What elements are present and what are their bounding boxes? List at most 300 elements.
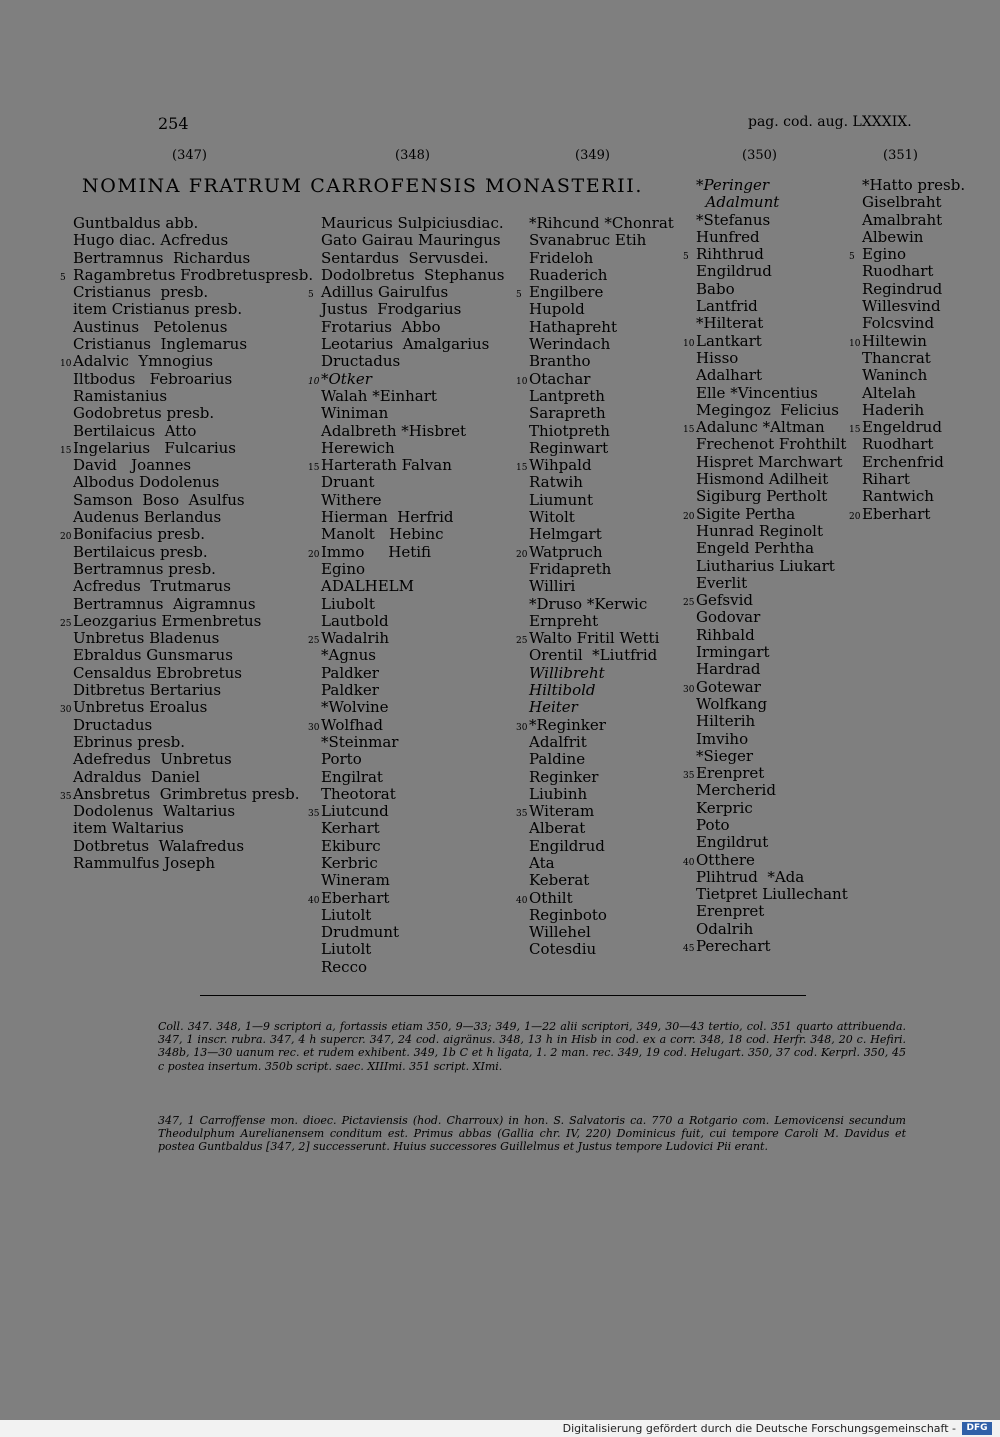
line-number: 20 bbox=[849, 511, 861, 522]
entry-text: *Sieger bbox=[696, 746, 754, 765]
entry-text: Censaldus Ebrobretus bbox=[73, 663, 242, 682]
name-entry bbox=[73, 250, 313, 267]
entry-text: Eberhart bbox=[862, 504, 931, 523]
entry-text: Harterath Falvan bbox=[321, 456, 452, 475]
entry-text: David Joannes bbox=[73, 456, 192, 475]
column-348 bbox=[308, 214, 505, 976]
entry-text: Reginker bbox=[529, 767, 599, 786]
entry-text: Bertramnus Aigramnus bbox=[73, 594, 256, 613]
entry-text: Fridapreth bbox=[529, 559, 612, 578]
entry-text: Sarapreth bbox=[529, 404, 606, 423]
name-entry bbox=[529, 596, 674, 613]
name-entry bbox=[529, 526, 674, 543]
entry-text: Elle *Vincentius bbox=[696, 383, 818, 402]
name-entry bbox=[321, 769, 504, 786]
entry-text: Hispret Marchwart bbox=[696, 452, 843, 471]
name-entry bbox=[696, 523, 848, 540]
name-entry bbox=[529, 907, 674, 924]
column-number-347: (347) bbox=[172, 148, 207, 163]
footer-bar bbox=[0, 1420, 1000, 1437]
name-entry bbox=[696, 436, 848, 453]
name-entry bbox=[529, 492, 674, 509]
name-entry bbox=[73, 232, 313, 249]
line-number: 35 bbox=[308, 809, 320, 820]
name-entry bbox=[696, 817, 848, 834]
entry-text: Adalvic Ymnogius bbox=[73, 352, 213, 371]
entry-text: Megingoz Felicius bbox=[696, 400, 839, 419]
entry-text: Reginwart bbox=[529, 438, 609, 457]
entry-text: Lantfrid bbox=[696, 297, 758, 316]
entry-text: Ruodhart bbox=[862, 435, 934, 454]
apparatus-note: Coll. 347. 348, 1—9 scriptori a, fortassis etiam 350, 9—33; 349, 1—22 alii scriptori, 349, 30—43 tertio, col. 351 quarto attribuenda. 347, 1 inscr. rubra. 347, 4 h supercr. 347, 24 cod. aigränus. 348, 13 h in Hisb in cod. ex a corr. 348, 18 cod. Herfr. 348, 20 c. Hefiri. 348b, 13—30 uanum rec. et rudem exhibent. 349, 1b C et h ligata, 1. 2 man. rec. 349, 19 cod. Helugart. 350, 37 cod. Kerprl. 350, 45 c postea insertum. 350b script. saec. XIIImi. 351 script. XImi. bbox=[158, 1020, 906, 1073]
name-entry bbox=[321, 561, 504, 578]
name-entry bbox=[529, 561, 674, 578]
name-entry bbox=[696, 609, 848, 626]
entry-text: Adillus Gairulfus bbox=[321, 283, 449, 302]
name-entry bbox=[308, 283, 504, 302]
entry-text: Godobretus presb. bbox=[73, 404, 215, 423]
entry-text: Hilterih bbox=[696, 712, 756, 731]
name-entry bbox=[73, 647, 313, 664]
entry-text: *Otker bbox=[321, 369, 372, 388]
entry-text: Bertramnus Richardus bbox=[73, 248, 251, 267]
entry-text: Williri bbox=[529, 577, 576, 596]
entry-text: Altelah bbox=[862, 383, 916, 402]
name-entry bbox=[862, 367, 965, 384]
name-entry bbox=[321, 665, 504, 682]
name-entry bbox=[862, 212, 965, 229]
entry-text: Brantho bbox=[529, 352, 591, 371]
entry-text: Adalbreth *Hisbret bbox=[321, 421, 467, 440]
name-entry bbox=[696, 921, 848, 938]
entry-text: Kerpric bbox=[696, 798, 753, 817]
name-entry bbox=[862, 263, 965, 280]
entry-text: Unbretus Eroalus bbox=[73, 698, 208, 717]
entry-text: Lantkart bbox=[696, 331, 762, 350]
entry-text: Liumunt bbox=[529, 490, 593, 509]
entry-text: Ingelarius Fulcarius bbox=[73, 438, 236, 457]
entry-text: Leozgarius Ermenbretus bbox=[73, 611, 262, 630]
entry-text: Babo bbox=[696, 279, 735, 298]
entry-text: Wolfhad bbox=[321, 715, 383, 734]
name-entry bbox=[529, 301, 674, 318]
name-entry bbox=[321, 388, 504, 405]
entry-text: Helmgart bbox=[529, 525, 602, 544]
column-number-351: (351) bbox=[883, 148, 918, 163]
entry-text: Poto bbox=[696, 815, 730, 834]
entry-text: Othilt bbox=[529, 888, 573, 907]
line-number: 35 bbox=[683, 771, 695, 782]
name-entry bbox=[696, 575, 848, 592]
entry-text: Rantwich bbox=[862, 487, 934, 506]
name-entry bbox=[516, 629, 674, 648]
entry-text: Rihbald bbox=[696, 625, 755, 644]
line-number: 35 bbox=[60, 791, 72, 802]
name-entry bbox=[529, 319, 674, 336]
name-entry bbox=[308, 542, 504, 561]
name-entry bbox=[73, 769, 313, 786]
name-entry bbox=[321, 423, 504, 440]
entry-text: Manolt Hebinc bbox=[321, 525, 444, 544]
name-entry bbox=[516, 715, 674, 734]
name-entry bbox=[862, 350, 965, 367]
name-entry bbox=[321, 855, 504, 872]
name-entry bbox=[321, 440, 504, 457]
name-entry bbox=[529, 751, 674, 768]
entry-text: Rihart bbox=[862, 470, 910, 489]
name-entry bbox=[321, 250, 504, 267]
name-entry bbox=[696, 696, 848, 713]
line-number: 5 bbox=[308, 290, 314, 301]
entry-text: Svanabruc Etih bbox=[529, 231, 647, 250]
name-entry bbox=[321, 232, 504, 249]
name-entry bbox=[73, 751, 313, 768]
name-entry bbox=[73, 405, 313, 422]
entry-text: Ruaderich bbox=[529, 265, 608, 284]
name-entry bbox=[696, 886, 848, 903]
line-number: 5 bbox=[683, 252, 689, 263]
name-entry bbox=[862, 402, 965, 419]
entry-text: Godovar bbox=[696, 608, 761, 627]
line-number: 40 bbox=[516, 895, 528, 906]
name-entry bbox=[73, 820, 313, 837]
entry-text: Keberat bbox=[529, 871, 590, 890]
name-entry bbox=[321, 682, 504, 699]
entry-text: Bonifacius presb. bbox=[73, 525, 206, 544]
entry-text: Rammulfus Joseph bbox=[73, 853, 216, 872]
entry-text: Hisso bbox=[696, 348, 739, 367]
name-entry bbox=[73, 838, 313, 855]
name-entry bbox=[73, 665, 313, 682]
name-entry bbox=[696, 903, 848, 920]
name-entry bbox=[529, 941, 674, 958]
entry-text: Liutolt bbox=[321, 940, 372, 959]
entry-text: Withere bbox=[321, 490, 382, 509]
entry-text: Austinus Petolenus bbox=[73, 317, 228, 336]
entry-text: Perechart bbox=[696, 937, 771, 956]
name-entry bbox=[308, 629, 504, 648]
name-entry bbox=[60, 611, 313, 630]
name-entry bbox=[529, 665, 674, 682]
entry-text: Lantpreth bbox=[529, 386, 605, 405]
entry-text: Bertramnus presb. bbox=[73, 559, 216, 578]
name-entry bbox=[73, 319, 313, 336]
entry-text: Adefredus Unbretus bbox=[73, 750, 232, 769]
entry-text: Liubinh bbox=[529, 784, 588, 803]
name-entry bbox=[321, 301, 504, 318]
name-entry bbox=[696, 298, 848, 315]
entry-text: Engildrut bbox=[696, 833, 769, 852]
name-entry bbox=[73, 284, 313, 301]
line-number: 25 bbox=[308, 636, 320, 647]
name-entry bbox=[73, 855, 313, 872]
column-349 bbox=[516, 214, 674, 959]
line-number: 5 bbox=[849, 252, 855, 263]
entry-text: Adalmunt bbox=[696, 193, 780, 212]
name-entry bbox=[73, 301, 313, 318]
entry-text: Kerhart bbox=[321, 819, 380, 838]
entry-text: Ekiburc bbox=[321, 836, 381, 855]
name-entry bbox=[849, 418, 965, 437]
entry-text: Bertilaicus presb. bbox=[73, 542, 208, 561]
entry-text: Liutharius Liukart bbox=[696, 556, 835, 575]
entry-text: Hupold bbox=[529, 300, 585, 319]
name-entry bbox=[529, 924, 674, 941]
commentary-note: 347, 1 Carroffense mon. dioec. Pictaviensis (hod. Charroux) in hon. S. Salvatoris ca. 770 a Rotgario com. Lemovicensi secundum Theodulphum Aurelianensem conditum est. Primus abbas (Gallia chr. IV, 220) Dominicus fuit, cui tempore Caroli M. Davidus et postea Guntbaldus [347, 2] successerunt. Huius successores Guillelmus et Justus tempore Ludovici Pii erant. bbox=[158, 1114, 906, 1154]
line-number: 25 bbox=[683, 598, 695, 609]
entry-text: Irmingart bbox=[696, 643, 770, 662]
name-entry bbox=[516, 888, 674, 907]
entry-text: Watpruch bbox=[529, 542, 603, 561]
name-entry bbox=[73, 734, 313, 751]
entry-text: Liutolt bbox=[321, 905, 372, 924]
name-entry bbox=[516, 369, 674, 388]
name-entry bbox=[321, 872, 504, 889]
entry-text: Otachar bbox=[529, 369, 591, 388]
line-number: 30 bbox=[516, 722, 528, 733]
entry-text: Witolt bbox=[529, 508, 575, 527]
name-entry bbox=[683, 591, 848, 610]
name-entry bbox=[60, 265, 314, 284]
entry-text: Ragambretus Frodbretuspresb. bbox=[73, 265, 314, 284]
name-entry bbox=[683, 764, 848, 783]
name-entry bbox=[696, 627, 848, 644]
column-number-350: (350) bbox=[742, 148, 777, 163]
entry-text: Gefsvid bbox=[696, 591, 753, 610]
entry-text: *Druso *Kerwic bbox=[529, 594, 648, 613]
entry-text: Paldker bbox=[321, 663, 379, 682]
page-number: 254 bbox=[158, 114, 189, 133]
entry-text: Frotarius Abbo bbox=[321, 317, 441, 336]
name-entry bbox=[696, 350, 848, 367]
entry-text: Dotbretus Walafredus bbox=[73, 836, 245, 855]
column-347 bbox=[60, 214, 314, 872]
line-number: 10 bbox=[683, 338, 695, 349]
line-number: 25 bbox=[516, 636, 528, 647]
name-entry bbox=[321, 405, 504, 422]
name-entry bbox=[529, 353, 674, 370]
entry-text: Plihtrud *Ada bbox=[696, 867, 805, 886]
name-entry bbox=[308, 888, 504, 907]
entry-text: Engeldrud bbox=[862, 418, 942, 437]
line-number: 30 bbox=[308, 722, 320, 733]
name-entry bbox=[73, 457, 313, 474]
name-entry bbox=[73, 492, 313, 509]
entry-text: Mercherid bbox=[696, 781, 776, 800]
name-entry bbox=[862, 194, 965, 211]
name-entry bbox=[696, 782, 848, 799]
name-entry bbox=[73, 371, 313, 388]
entry-text: *Steinmar bbox=[321, 732, 399, 751]
line-number: 40 bbox=[308, 895, 320, 906]
entry-text: Willibreht bbox=[529, 663, 605, 682]
name-entry bbox=[529, 474, 674, 491]
name-entry bbox=[862, 436, 965, 453]
name-entry bbox=[321, 613, 504, 630]
name-entry bbox=[696, 488, 848, 505]
entry-text: Walto Fritil Wetti bbox=[529, 629, 660, 648]
name-entry bbox=[321, 786, 504, 803]
entry-text: Mauricus Sulpiciusdiac. bbox=[321, 214, 504, 232]
line-number: 10 bbox=[849, 338, 861, 349]
entry-text: Unbretus Bladenus bbox=[73, 629, 220, 648]
name-entry bbox=[73, 578, 313, 595]
entry-text: Porto bbox=[321, 750, 362, 769]
entry-text: Thancrat bbox=[862, 348, 931, 367]
entry-text: Everlit bbox=[696, 573, 748, 592]
entry-text: Odalrih bbox=[696, 919, 754, 938]
entry-text: item Cristianus presb. bbox=[73, 300, 243, 319]
entry-text: Drudmunt bbox=[321, 923, 400, 942]
entry-text: Albodus Dodolenus bbox=[73, 473, 220, 492]
line-number: 15 bbox=[60, 445, 72, 456]
name-entry bbox=[321, 267, 504, 284]
entry-text: Hismond Adilheit bbox=[696, 470, 829, 489]
entry-text: Regindrud bbox=[862, 279, 943, 298]
entry-text: Hunfred bbox=[696, 227, 760, 246]
entry-text: Herewich bbox=[321, 438, 395, 457]
entry-text: Adraldus Daniel bbox=[73, 767, 200, 786]
entry-text: Frechenot Frohthilt bbox=[696, 435, 847, 454]
name-entry bbox=[321, 578, 504, 595]
page-title: NOMINA FRATRUM CARROFENSIS MONASTERII. bbox=[82, 175, 643, 197]
name-entry bbox=[696, 177, 848, 194]
name-entry bbox=[696, 229, 848, 246]
entry-text: *Hatto presb. bbox=[862, 176, 966, 194]
name-entry bbox=[696, 558, 848, 575]
name-entry bbox=[73, 803, 313, 820]
entry-text: Walah *Einhart bbox=[321, 386, 437, 405]
name-entry bbox=[529, 734, 674, 751]
name-entry bbox=[529, 578, 674, 595]
name-entry bbox=[308, 715, 504, 734]
name-entry bbox=[73, 423, 313, 440]
name-entry bbox=[696, 471, 848, 488]
entry-text: Werindach bbox=[529, 335, 611, 354]
entry-text: *Reginker bbox=[529, 715, 606, 734]
entry-text: item Waltarius bbox=[73, 819, 184, 838]
entry-text: Ebraldus Gunsmarus bbox=[73, 646, 233, 665]
name-entry bbox=[862, 471, 965, 488]
dfg-logo: DFG bbox=[962, 1422, 992, 1435]
entry-text: Erenpret bbox=[696, 902, 765, 921]
entry-text: Justus Frodgarius bbox=[321, 300, 462, 319]
name-entry bbox=[862, 177, 965, 194]
name-entry bbox=[73, 388, 313, 405]
name-entry bbox=[60, 525, 313, 544]
line-number: 30 bbox=[60, 705, 72, 716]
name-entry bbox=[862, 298, 965, 315]
entry-text: Sigiburg Pertholt bbox=[696, 487, 828, 506]
entry-text: Wineram bbox=[321, 871, 390, 890]
entry-text: Wolfkang bbox=[696, 694, 768, 713]
name-entry bbox=[862, 385, 965, 402]
entry-text: Egino bbox=[862, 245, 907, 264]
entry-text: Witeram bbox=[529, 802, 595, 821]
line-number: 40 bbox=[683, 857, 695, 868]
entry-text: Dodolbretus Stephanus bbox=[321, 265, 505, 284]
name-entry bbox=[321, 596, 504, 613]
entry-text: Paldker bbox=[321, 681, 379, 700]
line-number: 15 bbox=[849, 425, 861, 436]
name-entry bbox=[60, 784, 313, 803]
name-entry bbox=[862, 488, 965, 505]
name-entry bbox=[696, 402, 848, 419]
name-entry bbox=[529, 440, 674, 457]
entry-text: Druant bbox=[321, 473, 375, 492]
entry-text: Cotesdiu bbox=[529, 940, 597, 959]
name-entry bbox=[529, 769, 674, 786]
name-entry bbox=[849, 504, 965, 523]
entry-text: Otthere bbox=[696, 850, 755, 869]
entry-text: Egino bbox=[321, 559, 366, 578]
name-entry bbox=[696, 367, 848, 384]
column-350 bbox=[683, 176, 848, 956]
entry-text: Gato Gairau Mauringus bbox=[321, 231, 501, 250]
entry-text: Alberat bbox=[529, 819, 586, 838]
entry-text: Bertilaicus Atto bbox=[73, 421, 197, 440]
entry-text: Ramistanius bbox=[73, 386, 168, 405]
name-entry bbox=[696, 800, 848, 817]
entry-text: Imviho bbox=[696, 729, 749, 748]
entry-text: Dructadus bbox=[321, 352, 401, 371]
entry-text: Rihthrud bbox=[696, 245, 764, 264]
entry-text: Cristianus Inglemarus bbox=[73, 335, 248, 354]
line-number: 10 bbox=[60, 359, 72, 370]
column-number-349: (349) bbox=[575, 148, 610, 163]
name-entry bbox=[696, 194, 848, 211]
name-entry bbox=[60, 352, 313, 371]
name-entry bbox=[696, 731, 848, 748]
entry-text: Amalbraht bbox=[862, 210, 943, 229]
name-entry bbox=[321, 319, 504, 336]
name-entry bbox=[308, 802, 504, 821]
entry-text: Paldine bbox=[529, 750, 586, 769]
name-entry bbox=[683, 418, 848, 437]
entry-text: Wihpald bbox=[529, 456, 592, 475]
entry-text: Sentardus Servusdei. bbox=[321, 248, 489, 267]
entry-text: Ebrinus presb. bbox=[73, 732, 186, 751]
name-entry bbox=[321, 647, 504, 664]
name-entry bbox=[529, 647, 674, 664]
name-entry bbox=[321, 215, 504, 232]
name-entry bbox=[516, 802, 674, 821]
notes-divider bbox=[200, 995, 806, 996]
name-entry bbox=[60, 698, 313, 717]
name-entry bbox=[683, 677, 848, 696]
name-entry bbox=[529, 682, 674, 699]
name-entry bbox=[696, 263, 848, 280]
line-number: 5 bbox=[60, 272, 66, 283]
line-number: 15 bbox=[516, 463, 528, 474]
line-number: 25 bbox=[60, 618, 72, 629]
name-entry bbox=[683, 850, 848, 869]
name-entry bbox=[321, 907, 504, 924]
name-entry bbox=[73, 509, 313, 526]
line-number: 10 bbox=[308, 376, 320, 387]
entry-text: *Stefanus bbox=[696, 210, 771, 229]
name-entry bbox=[862, 281, 965, 298]
name-entry bbox=[516, 456, 674, 475]
line-number: 15 bbox=[683, 425, 695, 436]
line-number: 20 bbox=[516, 549, 528, 560]
entry-text: Ratwih bbox=[529, 473, 583, 492]
name-entry bbox=[696, 748, 848, 765]
name-entry bbox=[73, 474, 313, 491]
name-entry bbox=[529, 336, 674, 353]
name-entry bbox=[529, 872, 674, 889]
entry-text: Ata bbox=[529, 853, 555, 872]
